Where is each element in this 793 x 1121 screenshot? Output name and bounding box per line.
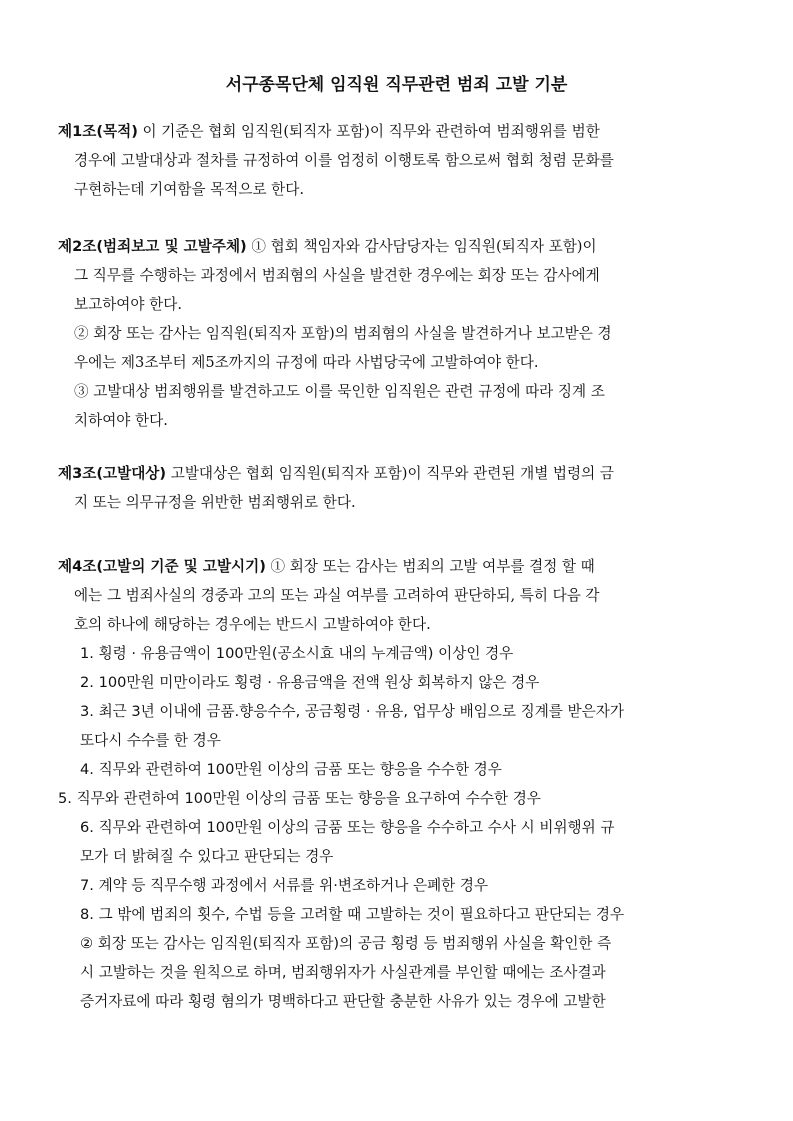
article-2-line-6: ③ 고발대상 범죄행위를 발견하고도 이를 묵인한 임직원은 관련 규정에 따라 징계 조	[74, 383, 605, 400]
article-2-line-5: 우에는 제3조부터 제5조까지의 규정에 따라 사법당국에 고발하여야 한다.	[74, 354, 539, 371]
article-2-heading: 제2조(범죄보고 및 고발주체)	[58, 238, 247, 255]
article-1-line-1	[58, 117, 738, 146]
article-4-item-6b: 모가 더 밝혀질 수 있다고 판단되는 경우	[80, 848, 334, 865]
article-3-line-1	[58, 459, 738, 488]
article-1-text-1: 이 기준은 협회 임직원(퇴직자 포함)이 직무와 관련하여 범죄행위를 범한	[137, 123, 600, 140]
article-2-line-4: ② 회장 또는 감사는 임직원(퇴직자 포함)의 범죄혐의 사실을 발견하거나 보고받은 경	[74, 325, 612, 342]
article-4-item-5: 5. 직무와 관련하여 100만원 이상의 금품 또는 향응을 요구하여 수수한 경우	[58, 790, 541, 807]
article-3-line-2: 지 또는 의무규정을 위반한 범죄행위로 한다.	[74, 494, 356, 511]
article-2-line-2: 그 직무를 수행하는 과정에서 범죄혐의 사실을 발견한 경우에는 회장 또는 감사에게	[74, 267, 600, 284]
article-3-text-1: 고발대상은 협회 임직원(퇴직자 포함)이 직무와 관련된 개별 법령의 금	[166, 465, 614, 482]
article-4-heading: 제4조(고발의 기준 및 고발시기)	[58, 558, 266, 575]
article-4-line-3: 호의 하나에 해당하는 경우에는 반드시 고발하여야 한다.	[74, 616, 431, 633]
article-2-line-1	[58, 232, 738, 261]
article-2-line-7: 치하여야 한다.	[74, 412, 168, 429]
article-4-text-1: ① 회장 또는 감사는 범죄의 고발 여부를 결정 할 때	[265, 558, 595, 575]
article-4-item-3b: 또다시 수수를 한 경우	[80, 732, 221, 749]
article-4-item-7: 7. 계약 등 직무수행 과정에서 서류를 위·변조하거나 은폐한 경우	[80, 877, 489, 894]
article-1-line-2: 경우에 고발대상과 절차를 규정하여 이를 엄정히 이행토록 함으로써 협회 청렴 문화를	[74, 152, 614, 169]
article-4-item-6a: 6. 직무와 관련하여 100만원 이상의 금품 또는 향응을 수수하고 수사 시 비위행위 규	[80, 819, 615, 836]
article-4-item-8: 8. 그 밖에 범죄의 횟수, 수법 등을 고려할 때 고발하는 것이 필요하다고 판단되는 경우	[80, 906, 625, 923]
article-1-line-3: 구현하는데 기여함을 목적으로 한다.	[74, 181, 305, 198]
document-title: 서구종목단체 임직원 직무관련 범죄 고발 기분	[225, 75, 568, 95]
article-4-item-1: 1. 횡령 · 유용금액이 100만원(공소시효 내의 누계금액) 이상인 경우	[80, 645, 514, 662]
article-4-paragraph-2-line-2: 시 고발하는 것을 원칙으로 하며, 범죄행위자가 사실관계를 부인할 때에는 조사결과	[80, 964, 606, 981]
article-1-purpose	[58, 117, 738, 204]
article-4-line-2: 에는 그 범죄사실의 경중과 고의 또는 과실 여부를 고려하여 판단하되, 특히 다음 각	[74, 587, 600, 604]
article-2-text-1: ① 협회 책임자와 감사담당자는 임직원(퇴직자 포함)이	[246, 238, 597, 255]
article-2-line-3: 보고하여야 한다.	[74, 296, 182, 313]
article-2-reporting	[58, 232, 738, 435]
article-4-item-3a: 3. 최근 3년 이내에 금품.향응수수, 공금횡령 · 유용, 업무상 배임으로 징계를 받은자가	[80, 703, 624, 720]
article-1-heading: 제1조(목적)	[58, 123, 138, 140]
article-3-heading: 제3조(고발대상)	[58, 465, 167, 482]
article-4-item-2: 2. 100만원 미만이라도 횡령 · 유용금액을 전액 원상 회복하지 않은 경우	[80, 674, 540, 691]
article-4-paragraph-2-line-1: ② 회장 또는 감사는 임직원(퇴직자 포함)의 공금 횡령 등 범죄행위 사실을 확인한 즉	[80, 935, 612, 952]
article-4-paragraph-2-line-3: 증거자료에 따라 횡령 혐의가 명백하다고 판단할 충분한 사유가 있는 경우에 고발한	[80, 993, 606, 1010]
article-4-line-1	[58, 552, 738, 581]
article-3-targets	[58, 459, 738, 517]
article-4-criteria	[58, 552, 738, 1016]
article-4-item-4: 4. 직무와 관련하여 100만원 이상의 금품 또는 향응을 수수한 경우	[80, 761, 502, 778]
